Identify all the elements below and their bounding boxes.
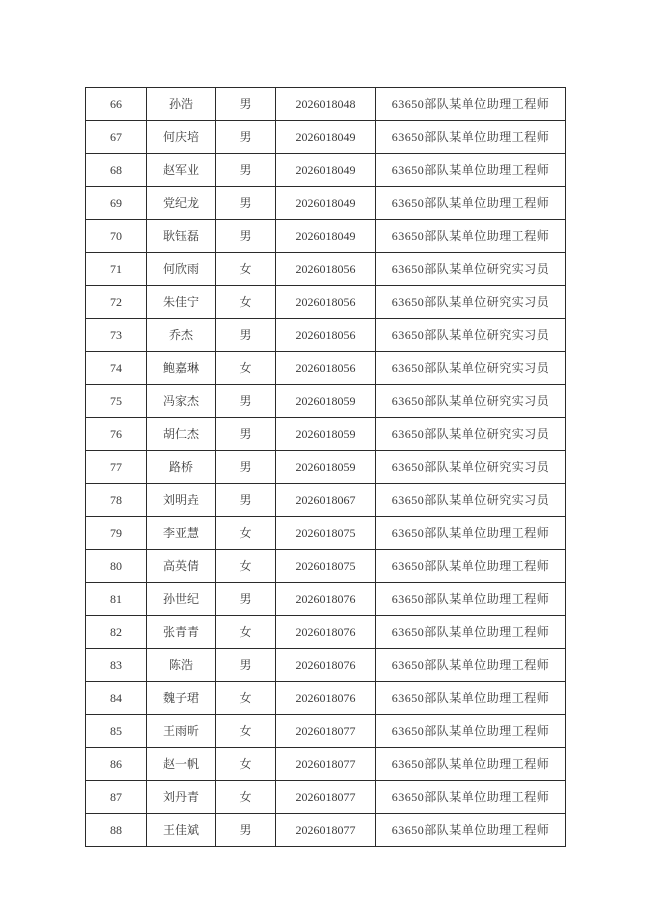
- cell-name: 孙浩: [147, 88, 216, 121]
- cell-position: 63650部队某单位研究实习员: [376, 418, 566, 451]
- cell-position: 63650部队某单位助理工程师: [376, 88, 566, 121]
- cell-position: 63650部队某单位助理工程师: [376, 583, 566, 616]
- table-row: [86, 616, 566, 649]
- cell-position: 63650部队某单位助理工程师: [376, 517, 566, 550]
- cell-position: 63650部队某单位研究实习员: [376, 484, 566, 517]
- table-row: [86, 484, 566, 517]
- cell-name: 刘丹青: [147, 781, 216, 814]
- cell-name: 张青青: [147, 616, 216, 649]
- cell-number: 73: [86, 319, 147, 352]
- cell-code: 2026018059: [276, 385, 376, 418]
- cell-number: 84: [86, 682, 147, 715]
- cell-name: 王雨昕: [147, 715, 216, 748]
- cell-code: 2026018056: [276, 253, 376, 286]
- cell-gender: 男: [216, 583, 276, 616]
- cell-gender: 女: [216, 781, 276, 814]
- cell-number: 87: [86, 781, 147, 814]
- personnel-table-body: [86, 88, 566, 847]
- cell-gender: 男: [216, 649, 276, 682]
- cell-code: 2026018067: [276, 484, 376, 517]
- cell-number: 69: [86, 187, 147, 220]
- cell-position: 63650部队某单位助理工程师: [376, 616, 566, 649]
- cell-gender: 男: [216, 385, 276, 418]
- cell-code: 2026018076: [276, 682, 376, 715]
- cell-code: 2026018075: [276, 517, 376, 550]
- cell-name: 何庆培: [147, 121, 216, 154]
- table-row: [86, 517, 566, 550]
- cell-code: 2026018059: [276, 451, 376, 484]
- cell-name: 冯家杰: [147, 385, 216, 418]
- cell-position: 63650部队某单位助理工程师: [376, 154, 566, 187]
- cell-number: 71: [86, 253, 147, 286]
- cell-code: 2026018059: [276, 418, 376, 451]
- cell-gender: 女: [216, 616, 276, 649]
- cell-code: 2026018049: [276, 220, 376, 253]
- cell-position: 63650部队某单位研究实习员: [376, 286, 566, 319]
- cell-gender: 女: [216, 253, 276, 286]
- cell-name: 何欣雨: [147, 253, 216, 286]
- cell-position: 63650部队某单位研究实习员: [376, 352, 566, 385]
- cell-name: 党纪龙: [147, 187, 216, 220]
- table-row: [86, 88, 566, 121]
- cell-gender: 女: [216, 682, 276, 715]
- cell-code: 2026018077: [276, 748, 376, 781]
- cell-gender: 女: [216, 352, 276, 385]
- cell-name: 孙世纪: [147, 583, 216, 616]
- cell-code: 2026018048: [276, 88, 376, 121]
- cell-position: 63650部队某单位研究实习员: [376, 319, 566, 352]
- cell-name: 乔杰: [147, 319, 216, 352]
- cell-code: 2026018056: [276, 319, 376, 352]
- table-row: [86, 187, 566, 220]
- cell-code: 2026018077: [276, 814, 376, 847]
- cell-code: 2026018049: [276, 121, 376, 154]
- cell-code: 2026018076: [276, 616, 376, 649]
- cell-name: 刘明垚: [147, 484, 216, 517]
- table-row: [86, 649, 566, 682]
- cell-gender: 男: [216, 88, 276, 121]
- cell-position: 63650部队某单位助理工程师: [376, 649, 566, 682]
- cell-position: 63650部队某单位助理工程师: [376, 715, 566, 748]
- cell-code: 2026018049: [276, 154, 376, 187]
- cell-code: 2026018049: [276, 187, 376, 220]
- cell-number: 83: [86, 649, 147, 682]
- cell-position: 63650部队某单位研究实习员: [376, 253, 566, 286]
- table-row: [86, 220, 566, 253]
- cell-position: 63650部队某单位助理工程师: [376, 748, 566, 781]
- table-row: [86, 814, 566, 847]
- table-row: [86, 286, 566, 319]
- cell-gender: 女: [216, 517, 276, 550]
- cell-gender: 女: [216, 748, 276, 781]
- cell-name: 陈浩: [147, 649, 216, 682]
- cell-name: 鲍嘉琳: [147, 352, 216, 385]
- cell-number: 86: [86, 748, 147, 781]
- table-row: [86, 418, 566, 451]
- cell-name: 赵军业: [147, 154, 216, 187]
- cell-name: 高英倩: [147, 550, 216, 583]
- table-row: [86, 352, 566, 385]
- table-row: [86, 154, 566, 187]
- cell-name: 赵一帆: [147, 748, 216, 781]
- cell-position: 63650部队某单位助理工程师: [376, 550, 566, 583]
- cell-gender: 男: [216, 418, 276, 451]
- cell-name: 王佳斌: [147, 814, 216, 847]
- cell-number: 70: [86, 220, 147, 253]
- cell-gender: 女: [216, 715, 276, 748]
- cell-position: 63650部队某单位助理工程师: [376, 220, 566, 253]
- cell-number: 79: [86, 517, 147, 550]
- personnel-table: [85, 87, 566, 847]
- cell-name: 朱佳宁: [147, 286, 216, 319]
- cell-gender: 男: [216, 319, 276, 352]
- cell-name: 路桥: [147, 451, 216, 484]
- cell-gender: 女: [216, 550, 276, 583]
- cell-gender: 男: [216, 814, 276, 847]
- cell-code: 2026018056: [276, 352, 376, 385]
- cell-number: 85: [86, 715, 147, 748]
- table-row: [86, 451, 566, 484]
- cell-position: 63650部队某单位助理工程师: [376, 121, 566, 154]
- cell-number: 68: [86, 154, 147, 187]
- cell-gender: 男: [216, 187, 276, 220]
- table-row: [86, 319, 566, 352]
- cell-code: 2026018076: [276, 649, 376, 682]
- cell-name: 胡仁杰: [147, 418, 216, 451]
- cell-number: 80: [86, 550, 147, 583]
- cell-number: 78: [86, 484, 147, 517]
- table-row: [86, 121, 566, 154]
- cell-code: 2026018056: [276, 286, 376, 319]
- table-row: [86, 253, 566, 286]
- cell-position: 63650部队某单位助理工程师: [376, 781, 566, 814]
- cell-number: 76: [86, 418, 147, 451]
- cell-gender: 男: [216, 121, 276, 154]
- cell-name: 魏子珺: [147, 682, 216, 715]
- cell-number: 66: [86, 88, 147, 121]
- table-row: [86, 748, 566, 781]
- cell-name: 耿钰磊: [147, 220, 216, 253]
- cell-gender: 男: [216, 220, 276, 253]
- cell-number: 82: [86, 616, 147, 649]
- cell-code: 2026018076: [276, 583, 376, 616]
- cell-gender: 男: [216, 484, 276, 517]
- cell-position: 63650部队某单位助理工程师: [376, 814, 566, 847]
- cell-code: 2026018077: [276, 715, 376, 748]
- table-row: [86, 715, 566, 748]
- cell-number: 67: [86, 121, 147, 154]
- cell-gender: 女: [216, 286, 276, 319]
- cell-position: 63650部队某单位研究实习员: [376, 451, 566, 484]
- table-row: [86, 385, 566, 418]
- cell-number: 77: [86, 451, 147, 484]
- table-row: [86, 781, 566, 814]
- cell-number: 72: [86, 286, 147, 319]
- cell-code: 2026018075: [276, 550, 376, 583]
- cell-number: 74: [86, 352, 147, 385]
- cell-position: 63650部队某单位助理工程师: [376, 187, 566, 220]
- cell-position: 63650部队某单位研究实习员: [376, 385, 566, 418]
- cell-gender: 男: [216, 451, 276, 484]
- table-row: [86, 583, 566, 616]
- cell-number: 88: [86, 814, 147, 847]
- cell-name: 李亚慧: [147, 517, 216, 550]
- table-row: [86, 682, 566, 715]
- cell-number: 81: [86, 583, 147, 616]
- cell-position: 63650部队某单位助理工程师: [376, 682, 566, 715]
- cell-gender: 男: [216, 154, 276, 187]
- table-row: [86, 550, 566, 583]
- cell-code: 2026018077: [276, 781, 376, 814]
- cell-number: 75: [86, 385, 147, 418]
